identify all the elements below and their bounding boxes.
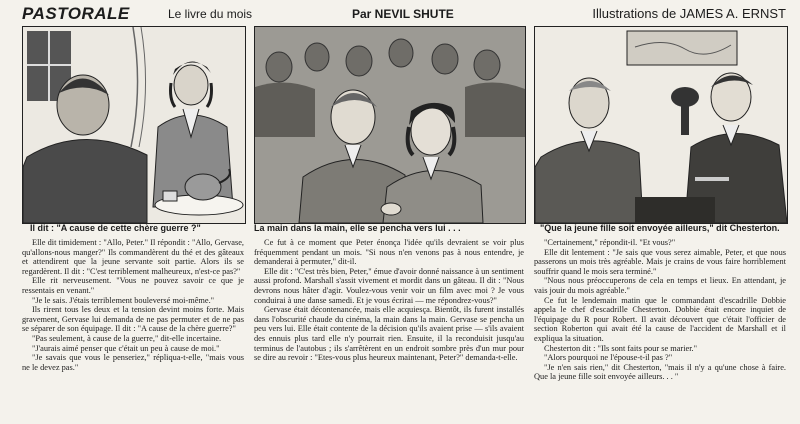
caption-panel-3: "Que la jeune fille soit envoyée ailleurs," dit Chesterton.: [540, 223, 780, 233]
caption-panel-1: Il dit : "A cause de cette chère guerre ?": [30, 223, 201, 233]
illustration-cinema: [255, 27, 525, 223]
paragraph: "Je le sais. J'étais terriblement bouleversé moi-même.": [32, 295, 215, 305]
illustration-tea-room: [23, 27, 245, 223]
text-column-2: [254, 238, 524, 363]
comic-panel-3: [534, 26, 788, 224]
caption-panel-2: La main dans la main, elle se pencha vers lui . . .: [254, 223, 461, 233]
paragraph: "Je n'en sais rien," dit Chesterton, "mais il n'y a qu'une chose à faire. Que la jeune fille soit envoyée ailleurs. . . ": [534, 362, 786, 382]
paragraph: "Pas seulement, à cause de la guerre," dit-elle incertaine.: [32, 333, 222, 343]
text-column-3: [534, 238, 786, 382]
comic-panel-1: [22, 26, 246, 224]
paragraph: Elle dit : "C'est très bien, Peter," émue d'avoir donné naissance à un sentiment aussi profond. Marshall s'assit vivement et mordit dans un gâteau. Il dit : "Nous devrons nous hâter d'agir. Voulez-vous venir voir un film avec moi ? Je vous conduirai à une danse samedi. Et je vous écrirai — me répondrez-vous?": [254, 266, 524, 305]
paragraph: Ce fut le lendemain matin que le commandant d'escadrille Dobbie appela le chef d'escadrille Chesterton. Dobbie était encore inquiet de l'équipage du R pour Robert. Il avait découvert que c'était l'officier de section Roberton qui avait été la cause de l'accident de Marshall et il expliqua la situation.: [534, 295, 786, 343]
paragraph: "J'aurais aimé penser que c'était un peu à cause de moi.": [32, 343, 220, 353]
paragraph: Elle dit lentement : "Je sais que vous serez aimable, Peter, et que nous passerons un mois très agréable. Mais je crains de vous faire horriblement souffrir quand le mois sera terminé.": [534, 247, 786, 276]
paragraph: "Nous nous préoccuperons de cela en temps et lieux. En attendant, je vais jouir du mois agréable.": [534, 276, 786, 295]
paragraph: Elle rit nerveusement. "Vous ne pouvez savoir ce que je ressentais en venant.": [22, 276, 244, 295]
comic-panel-2: [254, 26, 526, 224]
paragraph: Elle dit timidement : "Allo, Peter." Il répondit : "Allo, Gervase, qu'allons-nous manger?" Ils commandèrent du thé et des gâteaux et attendirent que la jeune servante soit partie. Alors ils se regardèrent. Il dit : "C'est terriblement malheureux, n'est-ce pas?": [22, 238, 244, 276]
paragraph: "Je savais que vous le penseriez," répliqua-t-elle, "mais vous ne le devez pas.": [22, 353, 244, 372]
illustration-office: [535, 27, 787, 223]
illustrator-credit: Illustrations de JAMES A. ERNST: [592, 6, 786, 21]
header: [22, 2, 788, 24]
paragraph: Ils rirent tous les deux et la tension devint moins forte. Mais gravement, Gervase lui demanda de ne pas permuter et de ne pas se séparer de son équipage. Il dit : "A cause de la chère guerre?": [22, 305, 244, 334]
paragraph: "Certainement," répondit-il. "Et vous?": [544, 238, 676, 247]
paragraph: Chesterton dit : "Ils sont faits pour se marier.": [544, 343, 698, 353]
author-credit: Par NEVIL SHUTE: [352, 7, 454, 21]
feature-title: PASTORALE: [22, 4, 130, 23]
paragraph: "Alors pourquoi ne l'épouse-t-il pas ?": [544, 353, 673, 363]
feature-subtitle: Le livre du mois: [168, 7, 253, 21]
text-column-1: [22, 238, 244, 372]
paragraph: Gervase était décontenancée, mais elle acquiesça. Bientôt, ils furent installés dans l'obscurité chaude du cinéma, la main dans la main. Gervase se pencha un peu vers lui. Elle était contente de la décision qu'ils avaient prise — s'ils avaient des ennuis plus tard elle n'y pourrait rien. Ensuite, il la reconduisit jusqu'au terminus de l'autobus ; ils s'arrêtèrent en un endroit sombre près d'un mur pour se dire au revoir : "Etes-vous plus heureux maintenant, Peter?" demanda-t-elle.: [254, 305, 524, 363]
paragraph: Ce fut à ce moment que Peter énonça l'idée qu'ils devraient se voir plus fréquemment pendant un mois. "Si nous n'en venons pas à nous entendre, je demanderai à permuter," dit-il.: [254, 238, 524, 267]
